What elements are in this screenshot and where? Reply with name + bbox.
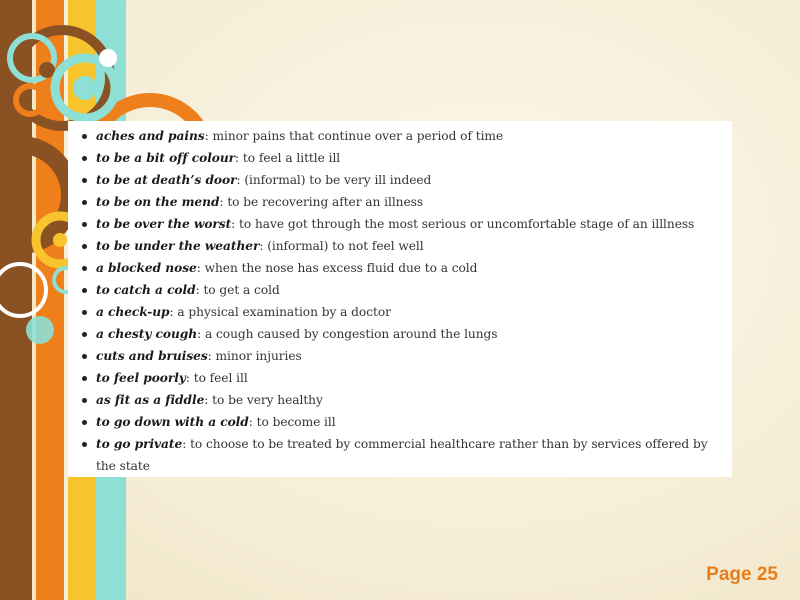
list-item xyxy=(82,125,726,147)
list-item xyxy=(82,213,726,235)
definition: : (informal) to not feel well xyxy=(259,239,424,253)
list-item xyxy=(82,191,726,213)
definition: : to feel ill xyxy=(185,371,248,385)
definition: : to become ill xyxy=(248,415,336,429)
bullet-icon xyxy=(82,156,87,161)
list-item xyxy=(82,257,726,279)
list-item xyxy=(82,411,726,433)
bullet-icon xyxy=(82,244,87,249)
bullet-icon xyxy=(82,398,87,403)
term: a chesty cough xyxy=(96,327,198,341)
definition: : a cough caused by congestion around the lungs xyxy=(197,327,498,341)
definition: : minor pains that continue over a period of time xyxy=(204,129,504,143)
definition: : (informal) to be very ill indeed xyxy=(236,173,432,187)
term: as fit as a fiddle xyxy=(96,393,205,407)
list-item xyxy=(82,367,726,389)
term: a check-up xyxy=(96,305,170,319)
bullet-icon xyxy=(82,310,87,315)
term: to be on the mend xyxy=(96,195,220,209)
bullet-icon xyxy=(82,266,87,271)
list-item xyxy=(82,279,726,301)
term: to go down with a cold xyxy=(96,415,249,429)
list-item xyxy=(82,389,726,411)
definition: : when the nose has excess fluid due to a cold xyxy=(196,261,478,275)
bullet-icon xyxy=(82,332,87,337)
definition: : to be very healthy xyxy=(204,393,323,407)
list-item xyxy=(82,433,726,477)
bullet-icon xyxy=(82,222,87,227)
term: to be under the weather xyxy=(96,239,260,253)
term: to be a bit off colour xyxy=(96,151,236,165)
term: to go private xyxy=(96,437,183,451)
term: to catch a cold xyxy=(96,283,196,297)
term: to be over the worst xyxy=(96,217,232,231)
list-item xyxy=(82,301,726,323)
list-item xyxy=(82,323,726,345)
definition: : a physical examination by a doctor xyxy=(169,305,391,319)
term: aches and pains xyxy=(96,129,205,143)
term: to feel poorly xyxy=(96,371,186,385)
bullet-icon xyxy=(82,200,87,205)
term: to be at death’s door xyxy=(96,173,237,187)
vocabulary-card xyxy=(68,121,732,477)
list-item xyxy=(82,235,726,257)
bullet-icon xyxy=(82,134,87,139)
list-item xyxy=(82,147,726,169)
vocabulary-list xyxy=(82,125,726,477)
definition: : minor injuries xyxy=(207,349,302,363)
bullet-icon xyxy=(82,354,87,359)
definition: : to be recovering after an illness xyxy=(219,195,424,209)
bullet-icon xyxy=(82,288,87,293)
definition: : to feel a little ill xyxy=(235,151,341,165)
definition: : to have got through the most serious or uncomfortable stage of an illlness xyxy=(231,217,695,231)
bullet-icon xyxy=(82,420,87,425)
term: a blocked nose xyxy=(96,261,197,275)
bullet-icon xyxy=(82,442,87,447)
definition: : to get a cold xyxy=(195,283,280,297)
bullet-icon xyxy=(82,376,87,381)
list-item xyxy=(82,169,726,191)
list-item xyxy=(82,345,726,367)
definition: : to choose to be treated by commercial healthcare rather than by services offered by the state xyxy=(96,437,708,473)
page-number: Page 25 xyxy=(706,564,778,585)
term: cuts and bruises xyxy=(96,349,208,363)
bullet-icon xyxy=(82,178,87,183)
